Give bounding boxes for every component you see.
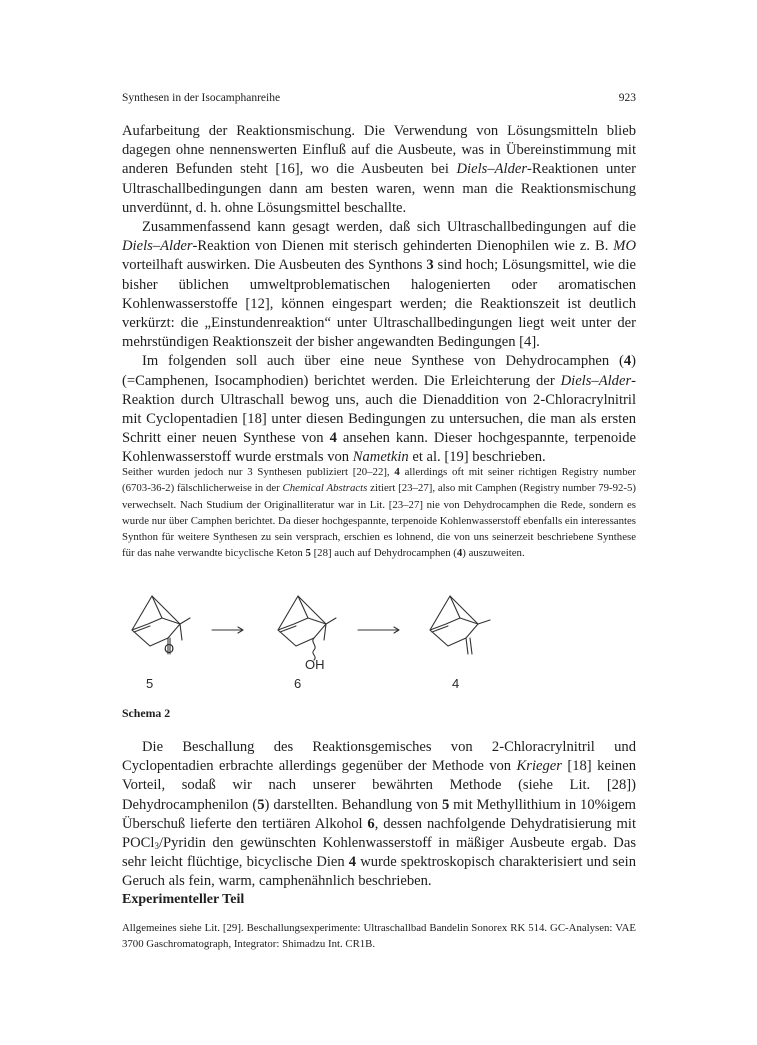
text-run: Seither wurden jedoch nur 3 Synthesen publiziert [20–22], — [122, 466, 395, 478]
text-run: 3 — [154, 841, 159, 852]
text-run: [18] keinen Vorteil, sodaß wir nach unserer bewährten Methode (siehe Lit. [28]) Dehydrocamphenilon ( — [122, 758, 636, 813]
text-run: /Pyridin den gewünschten Kohlenwasserstoff in mäßiger Ausbeute ergab. Das sehr leicht flüchtige, bicyclische Dien — [122, 835, 636, 871]
text-run: ) (=Camphenen, Isocamphodien) berichtet werden. Die Erleichterung der — [122, 353, 636, 389]
text-run: ansehen kann. Dieser hochgespannte, terpenoide Kohlenwasserstoff wurde erstmals von — [122, 430, 636, 466]
ketone-oxygen-label: O — [164, 641, 175, 656]
text-run: MO — [613, 238, 636, 255]
text-run: [28] auch auf Dehydrocamphen ( — [310, 547, 457, 560]
small-print-paragraph-2 — [122, 920, 636, 953]
scheme-caption: Schema 2 — [122, 706, 171, 720]
paragraph-1 — [122, 122, 636, 218]
text-run: Diels–Alder — [456, 161, 528, 178]
running-head — [122, 92, 636, 104]
body-block-bottom — [122, 738, 636, 892]
text-run: Zusammenfassend kann gesagt werden, daß sich Ultraschallbedingungen auf die — [142, 219, 636, 236]
text-run: -Reaktionen unter Ultraschallbedingungen dann am besten waren, wenn man die Reaktionsmischung unverdünnt, d. h. ohne Lösungsmittel beschallte. — [122, 161, 636, 216]
text-run: 4 — [329, 430, 337, 447]
text-run: mit Methyllithium in 10%igem Überschuß lieferte den tertiären Alkohol — [122, 796, 636, 832]
scheme-structures — [122, 584, 636, 694]
text-run: Krieger — [516, 758, 562, 775]
compound-label-5: 5 — [146, 676, 154, 691]
text-run: Die Beschallung des Reaktionsgemisches von 2-Chloracrylnitril und Cyclopentadien erbrachte allerdings gegenüber der Methode von — [122, 739, 636, 775]
reaction-scheme — [122, 584, 636, 694]
text-run: Allgemeines siehe Lit. [29]. Beschallungsexperimente: Ultraschallbad Bandelin Sonorex RK 514. GC-Analysen: VAE 3700 Gaschromatograph, Integrator: Shimadzu Int. CR1B. — [122, 922, 636, 951]
text-run: 4 — [623, 353, 632, 370]
text-run: Chemical Abstracts — [282, 482, 368, 495]
text-run: zitiert [23–27], also mit Camphen (Registry number 79-92-5) verwechselt. Nach Studium der Originalliteratur war in Lit. [23–27] nie von Dehydrocamphen die Rede, sondern es wurde nur über Camphen berichtet. Da dieser hochgespannte, terpenoide Kohlenwasserstoff ebenfalls ein interessantes Synthon für weitere Synthesen zu sein versprach, erschien es lohnend, die von uns seinerzeit beschriebene Synthese für das nahe verwandte bicyclische Keton — [122, 482, 636, 560]
paragraph-2 — [122, 218, 636, 352]
text-run: -Reaktion von Dienen mit sterisch gehinderten Dienophilen wie z. B. — [192, 238, 614, 255]
text-run: sind hoch; Lösungsmittel, wie die bisher üblichen umweltproblematischen halogenierten oder aromatischen Kohlenwasserstoffe [12], können eingespart werden; die Reaktionszeit ist deutlich verkürzt: die „Einstundenreaktion“ unter Ultraschallbedingungen liegt weit unter der mehrstündigen Reaktionszeit der bisher angewandten Bedingungen [4]. — [122, 257, 636, 351]
text-run: Nametkin — [352, 449, 409, 466]
text-run: 4 — [456, 547, 463, 560]
text-run: ) darstellten. Behandlung von — [264, 796, 442, 813]
text-run: 3 — [426, 257, 434, 274]
paragraph-4 — [122, 738, 636, 892]
compound-label-4: 4 — [452, 676, 460, 691]
paragraph-3 — [122, 352, 636, 467]
structure-compound-4 — [430, 596, 490, 654]
text-run: 6 — [367, 815, 375, 832]
text-run: 5 — [305, 547, 311, 560]
text-run: -Reaktion durch Ultraschall bewog uns, auch die Dienaddition von 2-Chloracrylnitril mit Cyclopentadien [18] unter diesen Bedingungen zu untersuchen, die man als ersten Schritt einer neuen Synthese von — [122, 372, 636, 447]
text-run: Diels–Alder — [122, 238, 193, 255]
compound-label-6: 6 — [294, 676, 302, 691]
text-run: Diels–Alder — [560, 372, 632, 389]
text-run: wurde spektroskopisch charakterisiert und sein Geruch als fein, warm, camphenähnlich beschrieben. — [122, 854, 636, 890]
small-print-paragraph-1 — [122, 464, 636, 562]
text-run: , dessen nachfolgende Dehydratisierung mit POCl — [122, 815, 636, 852]
text-run: allerdings oft mit seiner richtigen Registry number (6703-36-2) fälschlicherweise in der — [122, 466, 636, 495]
text-run: 5 — [441, 796, 450, 813]
text-run: 4 — [348, 854, 357, 871]
text-run: 5 — [257, 796, 265, 813]
structure-compound-6 — [278, 596, 336, 660]
text-run: Im folgenden soll auch über eine neue Synthese von Dehydrocamphen ( — [142, 353, 624, 370]
running-title: Synthesen in der Isocamphanreihe — [122, 92, 281, 104]
experimental-heading: Experimenteller Teil — [122, 892, 245, 907]
body-block-top — [122, 122, 636, 468]
page-number: 923 — [618, 92, 636, 104]
text-run: ) auszuweiten. — [462, 547, 525, 560]
text-run: et al. [19] beschrieben. — [408, 449, 546, 466]
structure-compound-5 — [132, 596, 190, 654]
text-run: vorteilhaft auswirken. Die Ausbeuten des Synthons — [122, 257, 427, 274]
text-run: 4 — [394, 466, 400, 478]
text-run: Aufarbeitung der Reaktionsmischung. Die Verwendung von Lösungsmitteln blieb dagegen ohne nennenswerten Einfluß auf die Ausbeute, was in Übereinstimmung mit anderen Befunden steht [16], wo die Ausbeuten bei — [122, 123, 636, 178]
hydroxyl-label: OH — [305, 657, 325, 672]
